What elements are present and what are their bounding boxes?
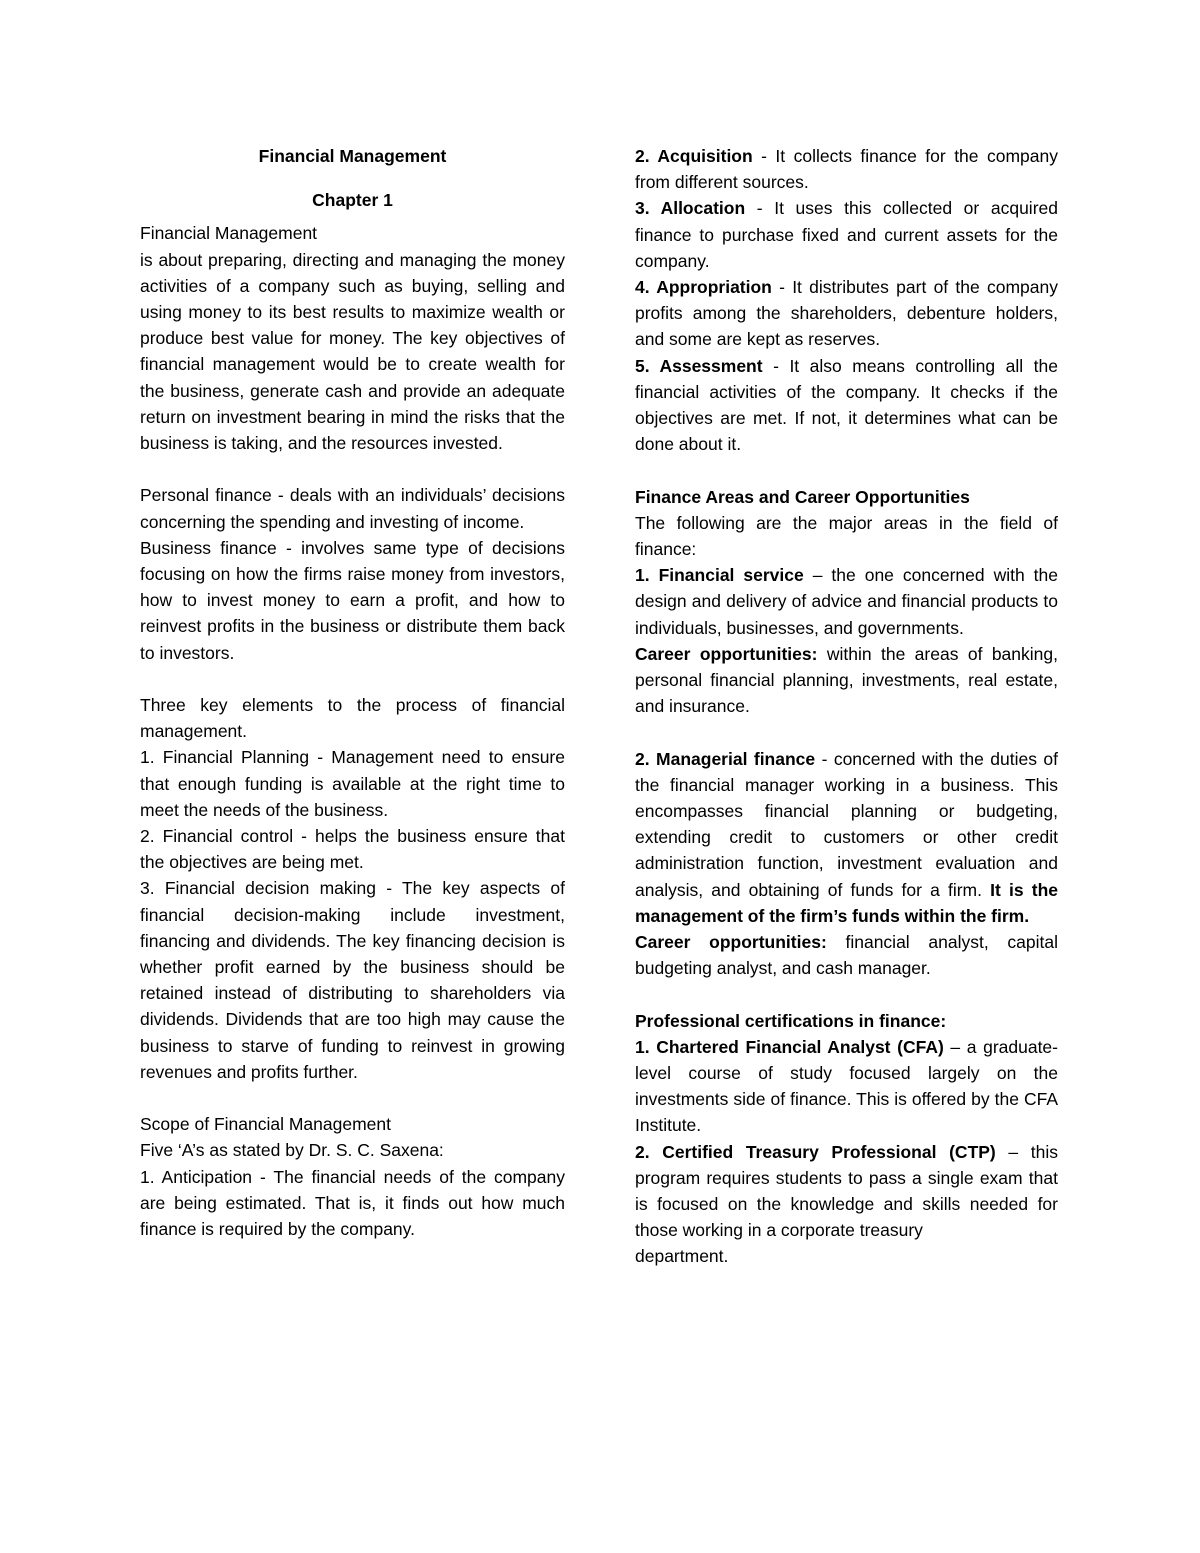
three-elements-intro: Three key elements to the process of financial management.: [140, 695, 565, 742]
certifications-heading: [635, 1008, 1058, 1034]
cfa-term: 1. Chartered Financial Analyst (CFA): [635, 1036, 944, 1057]
ctp-item: [635, 1139, 1058, 1244]
fm-paragraph: is about preparing, directing and managing the money activities of a company such as buying, selling and using money to its best results to maximize wealth or produce best value for money. The key objectives of financial management would be to create wealth for the business, generate cash and provide an adequate return on investment bearing in mind the risks that the business is taking, and the resources invested.: [140, 249, 565, 454]
areas-intro: The following are the major areas in the field of finance:: [635, 512, 1058, 560]
assessment-term: 5. Assessment: [635, 355, 763, 376]
scope-subheading: Five ‘A’s as stated by Dr. S. C. Saxena:: [140, 1140, 444, 1161]
cfa-text: – a graduate-level course of study focused largely on the investments side of finance. This is offered by the CFA Institute.: [635, 1036, 1058, 1136]
allocation-item: [635, 195, 1058, 274]
allocation-text: - It uses this collected or acquired finance to purchase fixed and current assets for the company.: [635, 198, 1058, 271]
managerial-finance-bold-tail: It is the management of the firm’s funds within the firm.: [635, 879, 1059, 926]
scope-heading: Scope of Financial Management: [140, 1114, 391, 1135]
document-title: Financial Management: [258, 146, 447, 166]
acquisition-term: 2. Acquisition: [635, 146, 753, 166]
element-financial-control: 2. Financial control - helps the business ensure that the objectives are being met.: [140, 826, 565, 873]
managerial-finance-text: - concerned with the duties of the financial manager working in a business. This encompasses financial planning or budgeting, extending credit to customers or other credit administration function, investment evaluation and analysis, and obtaining of funds for a firm.: [635, 748, 1058, 900]
right-column: [635, 143, 1058, 1270]
financial-service-term: 1. Financial service: [635, 565, 804, 586]
element-financial-planning: 1. Financial Planning - Management need to ensure that enough funding is available at the right time to meet the needs of the business.: [140, 747, 565, 820]
managerial-finance-item: [635, 746, 1058, 929]
areas-heading-text: Finance Areas and Career Opportunities: [635, 486, 970, 507]
career-2-term: Career opportunities:: [635, 932, 827, 953]
ctp-term: 2. Certified Treasury Professional (CTP): [635, 1141, 996, 1162]
assessment-item: [635, 353, 1058, 458]
assessment-text: - It also means controlling all the financial activities of the company. It checks if the objectives are met. If not, it determines what can be done about it.: [635, 355, 1058, 455]
career-1-text: within the areas of banking, personal financial planning, investments, real estate, and insurance.: [635, 643, 1058, 717]
cfa-item: [635, 1034, 1058, 1139]
ctp-tail: department.: [635, 1246, 729, 1267]
appropriation-item: [635, 274, 1058, 353]
business-finance-paragraph: Business finance - involves same type of decisions focusing on how the firms raise money from investors, how to invest money to earn a profit, and how to reinvest profits in the business or distribute them back to investors.: [140, 537, 565, 663]
areas-heading: [635, 484, 1058, 510]
financial-service-text: – the one concerned with the design and delivery of advice and financial products to individuals, businesses, and governments.: [635, 565, 1058, 638]
career-opportunities-1: [635, 641, 1058, 720]
left-column: [140, 143, 565, 1242]
career-2-text: financial analyst, capital budgeting analyst, and cash manager.: [635, 932, 1058, 979]
ctp-text: – this program requires students to pass a single exam that is focused on the knowledge and skills needed for those working in a corporate treasury: [635, 1141, 1058, 1241]
acquisition-text: - It collects finance for the company from different sources.: [635, 146, 1058, 193]
fm-heading: Financial Management: [140, 223, 318, 244]
career-opportunities-2: [635, 929, 1058, 981]
appropriation-text: - It distributes part of the company profits among the shareholders, debenture holders, and some are kept as reserves.: [635, 277, 1058, 350]
personal-finance-paragraph: Personal finance - deals with an individuals’ decisions concerning the spending and investing of income.: [140, 485, 565, 532]
anticipation-item: 1. Anticipation - The financial needs of the company are being estimated. That is, it finds out how much finance is required by the company.: [140, 1166, 565, 1240]
element-financial-decision-making: 3. Financial decision making - The key aspects of financial decision-making include investment, financing and dividends. The key financing decision is whether profit earned by the business should be retained instead of distributing to shareholders via dividends. Dividends that are too high may cause the business to starve of funding to reinvest in growing revenues and profits further.: [140, 878, 565, 1082]
appropriation-term: 4. Appropriation: [635, 277, 772, 298]
career-1-term: Career opportunities:: [635, 643, 818, 664]
acquisition-item: [635, 143, 1058, 195]
managerial-finance-term: 2. Managerial finance: [635, 748, 816, 769]
certifications-heading-text: Professional certifications in finance:: [635, 1010, 947, 1031]
allocation-term: 3. Allocation: [635, 198, 746, 219]
chapter-heading: Chapter 1: [312, 190, 393, 211]
financial-service-item: [635, 562, 1058, 641]
